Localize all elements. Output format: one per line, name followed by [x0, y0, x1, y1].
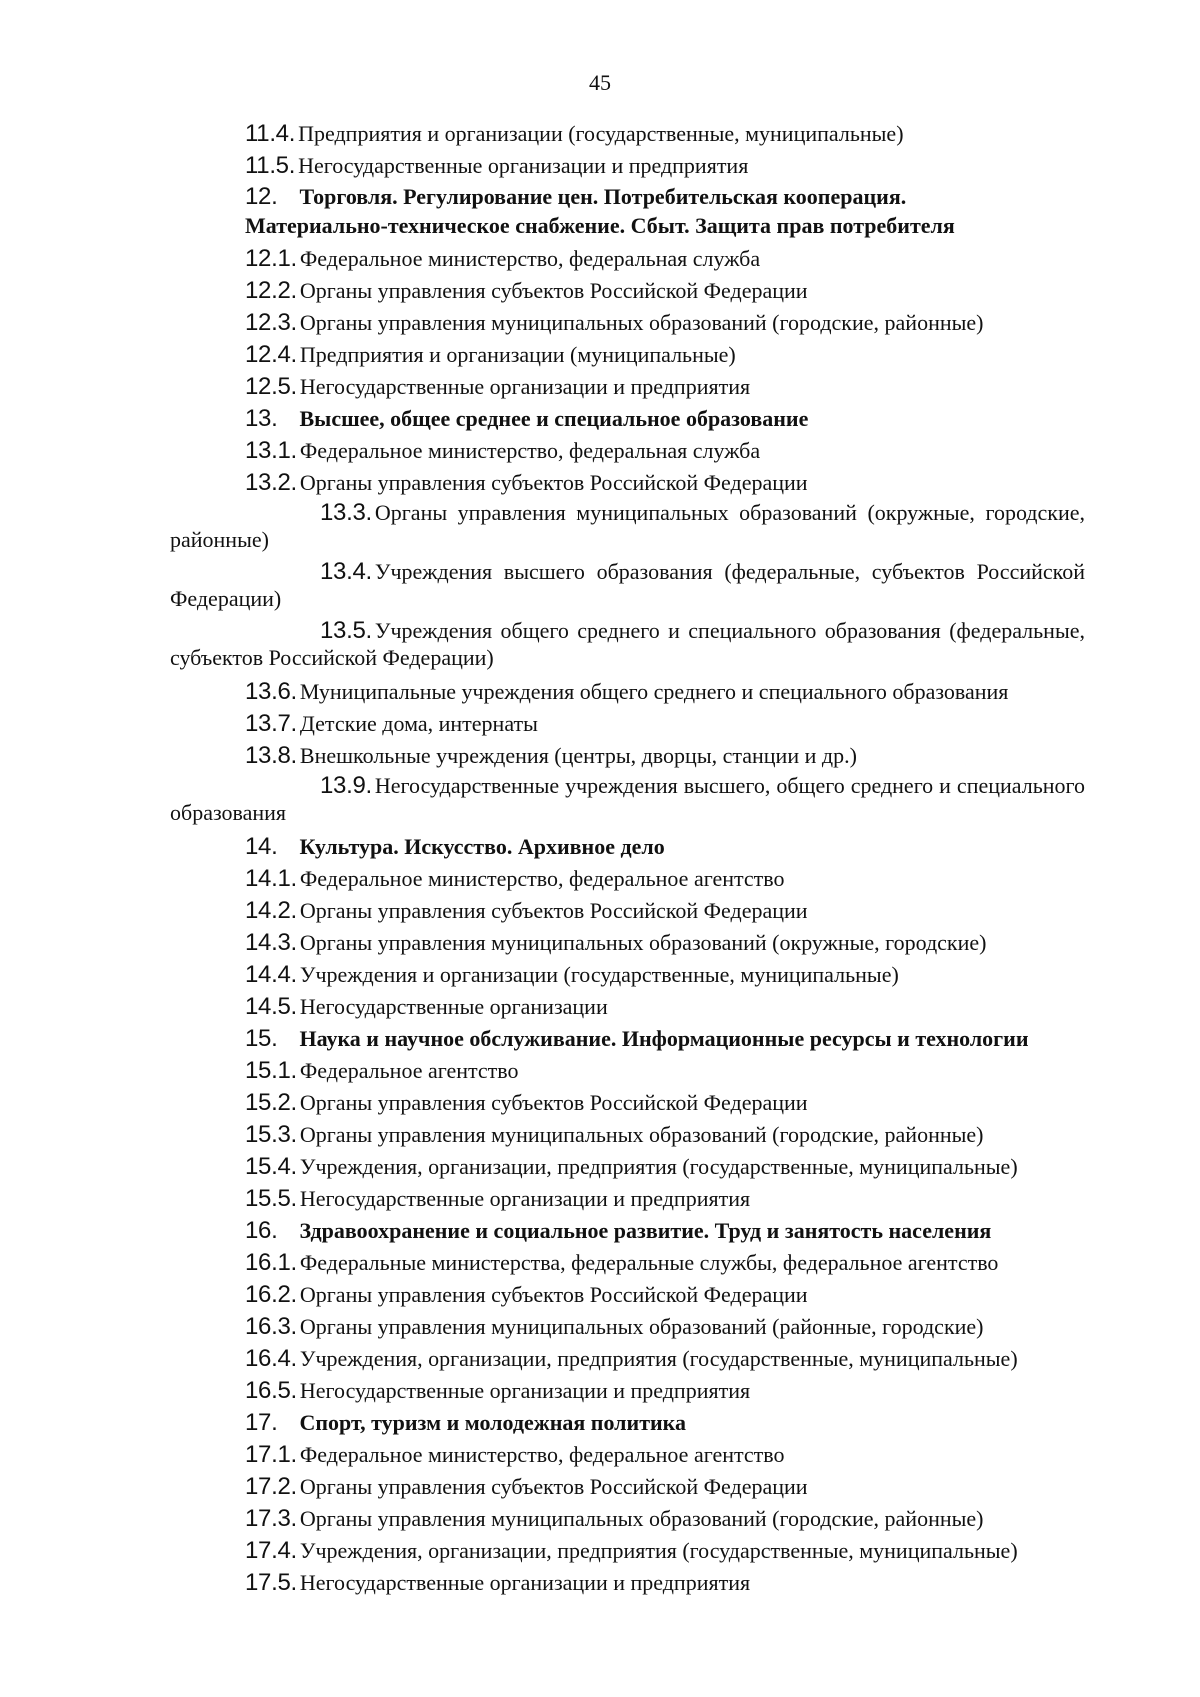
list-item-17-2 — [170, 1471, 1085, 1503]
list-item-12-1 — [170, 243, 1085, 275]
list-item-13-3 — [170, 499, 1085, 553]
list-item-14-1 — [170, 863, 1085, 895]
section-heading-17 — [170, 1407, 1085, 1439]
item-number: 17.3. — [245, 1505, 297, 1532]
item-text: Федеральное министерство, федеральная служба — [299, 246, 761, 271]
item-number: 15.3. — [245, 1121, 297, 1148]
item-text: Органы управления муниципальных образований (городские, районные) — [299, 310, 984, 335]
item-text: Федеральное министерство, федеральное агентство — [299, 1442, 785, 1467]
item-number: 17. — [245, 1409, 278, 1436]
item-number: 13.1. — [245, 437, 297, 464]
item-text: Детские дома, интернаты — [299, 711, 538, 736]
item-number: 12.2. — [245, 277, 297, 304]
item-text: Негосударственные организации и предприятия — [298, 153, 749, 178]
item-number: 13.9. — [320, 772, 372, 799]
item-number: 17.4. — [245, 1537, 297, 1564]
item-text: Предприятия и организации (государственные, муниципальные) — [298, 121, 904, 146]
item-number: 11.5. — [245, 152, 296, 179]
list-item-12-2 — [170, 275, 1085, 307]
item-number: 16. — [245, 1217, 278, 1244]
item-text: Органы управления субъектов Российской Федерации — [299, 470, 808, 495]
list-item-15-1 — [170, 1055, 1085, 1087]
section-heading-13 — [170, 403, 1085, 435]
item-number: 15.4. — [245, 1153, 297, 1180]
item-text: Учреждения, организации, предприятия (государственные, муниципальные) — [299, 1538, 1018, 1563]
item-number: 13. — [245, 405, 278, 432]
heading-text: Здравоохранение и социальное развитие. Труд и занятость населения — [299, 1218, 992, 1243]
item-number: 17.1. — [245, 1441, 297, 1468]
item-text: Учреждения общего среднего и специального образования (федеральные, субъектов Российской Федерации) — [170, 618, 1085, 670]
item-text: Органы управления муниципальных образований (окружные, городские) — [299, 930, 987, 955]
item-text: Органы управления муниципальных образований (городские, районные) — [299, 1122, 984, 1147]
item-number: 14.5. — [245, 993, 297, 1020]
item-text: Предприятия и организации (муниципальные) — [299, 342, 736, 367]
list-item-16-1 — [170, 1247, 1085, 1279]
list-item-16-5 — [170, 1375, 1085, 1407]
section-heading-14 — [170, 831, 1085, 863]
item-text: Муниципальные учреждения общего среднего и специального образования — [299, 679, 1009, 704]
item-number: 15. — [245, 1025, 278, 1052]
item-text: Федеральные министерства, федеральные службы, федеральное агентство — [299, 1250, 999, 1275]
list-item-11-5 — [170, 150, 1085, 182]
item-number: 14.1. — [245, 865, 297, 892]
list-item-16-2 — [170, 1279, 1085, 1311]
item-text: Органы управления субъектов Российской Федерации — [299, 278, 808, 303]
item-number: 16.1. — [245, 1249, 297, 1276]
item-number: 16.5. — [245, 1377, 297, 1404]
item-number: 15.2. — [245, 1089, 297, 1116]
item-text: Негосударственные учреждения высшего, общего среднего и специального образования — [170, 773, 1085, 825]
item-text: Негосударственные организации и предприятия — [299, 374, 751, 399]
item-number: 12.5. — [245, 373, 297, 400]
section-heading-12 — [170, 182, 1085, 240]
item-text: Федеральное министерство, федеральное агентство — [299, 866, 785, 891]
list-item-11-4 — [170, 118, 1085, 150]
list-item-14-2 — [170, 895, 1085, 927]
item-number: 13.2. — [245, 469, 297, 496]
item-text: Органы управления субъектов Российской Федерации — [299, 898, 808, 923]
list-item-17-1 — [170, 1439, 1085, 1471]
item-text: Органы управления муниципальных образований (окружные, городские, районные) — [170, 500, 1085, 552]
item-number: 12.1. — [245, 245, 297, 272]
item-number: 15.5. — [245, 1185, 297, 1212]
item-number: 15.1. — [245, 1057, 297, 1084]
list-item-14-3 — [170, 927, 1085, 959]
list-item-15-4 — [170, 1151, 1085, 1183]
item-text: Органы управления субъектов Российской Федерации — [299, 1282, 808, 1307]
list-item-13-1 — [170, 435, 1085, 467]
list-item-15-3 — [170, 1119, 1085, 1151]
list-item-15-5 — [170, 1183, 1085, 1215]
item-number: 13.3. — [320, 499, 372, 526]
list-item-13-7 — [170, 708, 1085, 740]
item-text: Федеральное министерство, федеральная служба — [299, 438, 761, 463]
item-number: 11.4. — [245, 120, 296, 147]
list-item-16-4 — [170, 1343, 1085, 1375]
item-text: Негосударственные организации — [299, 994, 608, 1019]
list-item-17-3 — [170, 1503, 1085, 1535]
item-number: 17.2. — [245, 1473, 297, 1500]
list-item-16-3 — [170, 1311, 1085, 1343]
heading-text: Спорт, туризм и молодежная политика — [299, 1410, 687, 1435]
item-text: Органы управления субъектов Российской Федерации — [299, 1474, 808, 1499]
heading-text: Наука и научное обслуживание. Информационные ресурсы и технологии — [299, 1026, 1029, 1051]
item-number: 13.4. — [320, 558, 372, 585]
item-number: 13.6. — [245, 678, 297, 705]
item-text: Учреждения, организации, предприятия (государственные, муниципальные) — [299, 1346, 1018, 1371]
item-number: 12. — [245, 183, 278, 210]
list-item-13-2 — [170, 467, 1085, 499]
item-text: Негосударственные организации и предприятия — [299, 1378, 751, 1403]
item-number: 16.4. — [245, 1345, 297, 1372]
section-heading-16 — [170, 1215, 1085, 1247]
item-number: 16.2. — [245, 1281, 297, 1308]
item-text: Негосударственные организации и предприятия — [299, 1570, 751, 1595]
item-text: Органы управления муниципальных образований (районные, городские) — [299, 1314, 984, 1339]
list-item-14-4 — [170, 959, 1085, 991]
list-item-17-5 — [170, 1567, 1085, 1599]
list-item-13-6 — [170, 676, 1085, 708]
item-number: 13.7. — [245, 710, 297, 737]
list-item-12-3 — [170, 307, 1085, 339]
item-number: 13.5. — [320, 617, 372, 644]
list-item-14-5 — [170, 991, 1085, 1023]
page-number: 45 — [589, 70, 611, 95]
item-text: Внешкольные учреждения (центры, дворцы, станции и др.) — [299, 743, 857, 768]
list-item-12-5 — [170, 371, 1085, 403]
list-item-13-8 — [170, 740, 1085, 772]
item-text: Негосударственные организации и предприятия — [299, 1186, 751, 1211]
heading-text-line1: Торговля. Регулирование цен. Потребительская кооперация. — [299, 184, 907, 209]
item-number: 13.8. — [245, 742, 297, 769]
item-text: Федеральное агентство — [299, 1058, 519, 1083]
item-text: Органы управления муниципальных образований (городские, районные) — [299, 1506, 984, 1531]
item-text: Учреждения высшего образования (федеральные, субъектов Российской Федерации) — [170, 559, 1085, 611]
list-item-13-9 — [170, 772, 1085, 826]
list-item-13-4 — [170, 558, 1085, 612]
item-number: 12.3. — [245, 309, 297, 336]
list-item-12-4 — [170, 339, 1085, 371]
list-item-13-5 — [170, 617, 1085, 671]
item-number: 17.5. — [245, 1569, 297, 1596]
item-text: Учреждения, организации, предприятия (государственные, муниципальные) — [299, 1154, 1018, 1179]
section-heading-15 — [170, 1023, 1085, 1055]
classification-list — [170, 118, 1085, 1599]
list-item-17-4 — [170, 1535, 1085, 1567]
heading-text-line2: Материально-техническое снабжение. Сбыт. Защита прав потребителя — [245, 213, 955, 238]
heading-text: Культура. Искусство. Архивное дело — [299, 834, 665, 859]
heading-text: Высшее, общее среднее и специальное образование — [299, 406, 809, 431]
item-number: 14.4. — [245, 961, 297, 988]
item-text: Органы управления субъектов Российской Федерации — [299, 1090, 808, 1115]
item-text: Учреждения и организации (государственные, муниципальные) — [299, 962, 899, 987]
item-number: 14.3. — [245, 929, 297, 956]
item-number: 14.2. — [245, 897, 297, 924]
list-item-15-2 — [170, 1087, 1085, 1119]
item-number: 14. — [245, 833, 278, 860]
item-number: 16.3. — [245, 1313, 297, 1340]
item-number: 12.4. — [245, 341, 297, 368]
